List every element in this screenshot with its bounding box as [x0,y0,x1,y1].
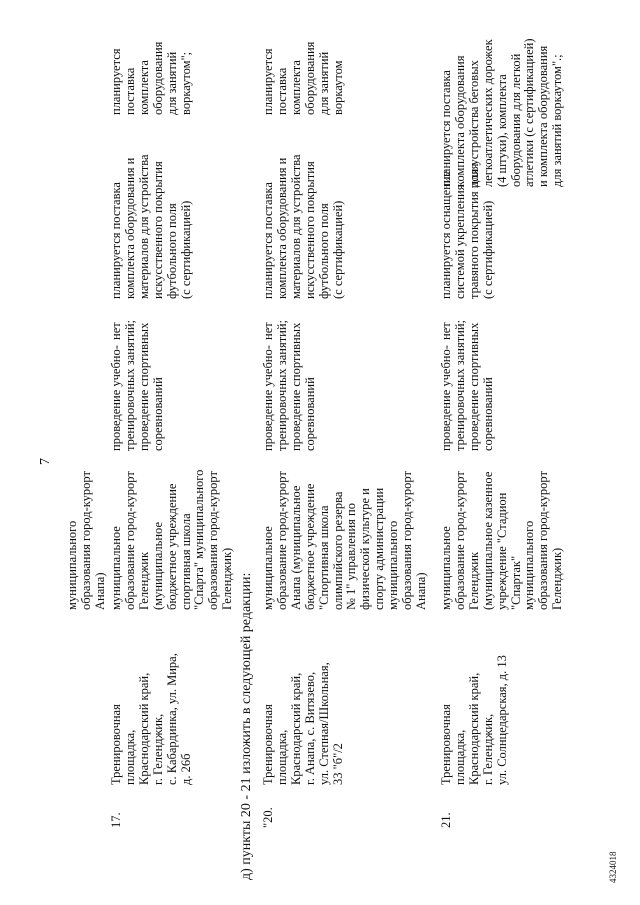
purpose: проведение учебно- тренировочных занятий; проведение спортивных соревнований [439,319,495,451]
planned-work-1: планируется поставка комплекта оборудования и материалов для устройства искусственного покрытия футбольного поля (с сертификацией) [261,154,345,299]
flag: нет [261,322,275,340]
document-code: 4324018 [608,851,618,883]
planned-work-2: планируется поставка комплекта оборудования для занятий воркаутом [261,41,345,115]
purpose: проведение учебно- тренировочных занятий; проведение спортивных соревнований [109,319,165,451]
row-number: "20. [261,807,275,828]
owner-organization: муниципальное образование город-курорт Анапа (муниципальное бюджетное учреждение "Спортивная школа олимпийского резерва № 1" управления по физической культуре и спорту администрации муниципального образования город-курорт Анапа) [261,471,428,610]
owner-organization: муниципальное образование город-курорт Геленджик (муниципальное бюджетное учреждение спортивная школа "Спарта" муниципального образования город-курорт Геленджик) [109,469,235,610]
object-location: Тренировочная площадка, Краснодарский край, г. Анапа, с. Витязево, ул. Степная/Школьная, 33 "б"/2 [261,662,345,785]
flag: нет [439,322,453,340]
page-number: 7 [38,458,53,465]
amendment-heading: д) пункты 20 - 21 изложить в следующей редакции: [239,572,254,880]
planned-work-1: планируется поставка комплекта оборудования и материалов для устройства искусственного покрытия футбольного поля (с сертификацией) [109,154,193,299]
row-number: 17. [109,812,123,828]
planned-work-2: планируется поставка комплекта оборудования для занятий воркаутом"; [109,41,193,115]
owner-organization: муниципальное образование город-курорт Геленджик (муниципальное казенное учреждение "Стадион "Спартак" муниципального образования город-курорт Геленджик) [439,471,565,610]
flag: нет [109,322,123,340]
object-location: Тренировочная площадка, Краснодарский край, г. Геленджик, с. Кабардинка, ул. Мира, д. 26б [109,653,193,785]
purpose: проведение учебно- тренировочных занятий; проведение спортивных соревнований [261,319,317,451]
planned-work-1: планируется оснащение системой укрепления травяного покрытия поля (с сертификацией) [439,163,495,299]
previous-row-owner-continuation: муниципального образования город-курорт Анапа) [65,471,107,610]
planned-work-2: планируется поставка комплекта оборудования для устройства беговых легкоатлетических дорожек (4 штуки), комплекта оборудования для легкой атлетики (с сертификацией) и комплекта оборудования для занятий воркаутом".; [439,38,565,187]
object-location: Тренировочная площадка, Краснодарский край, г. Геленджик, ул. Солнцедарская, д. 13 [439,655,509,785]
row-number: 21. [439,812,453,828]
